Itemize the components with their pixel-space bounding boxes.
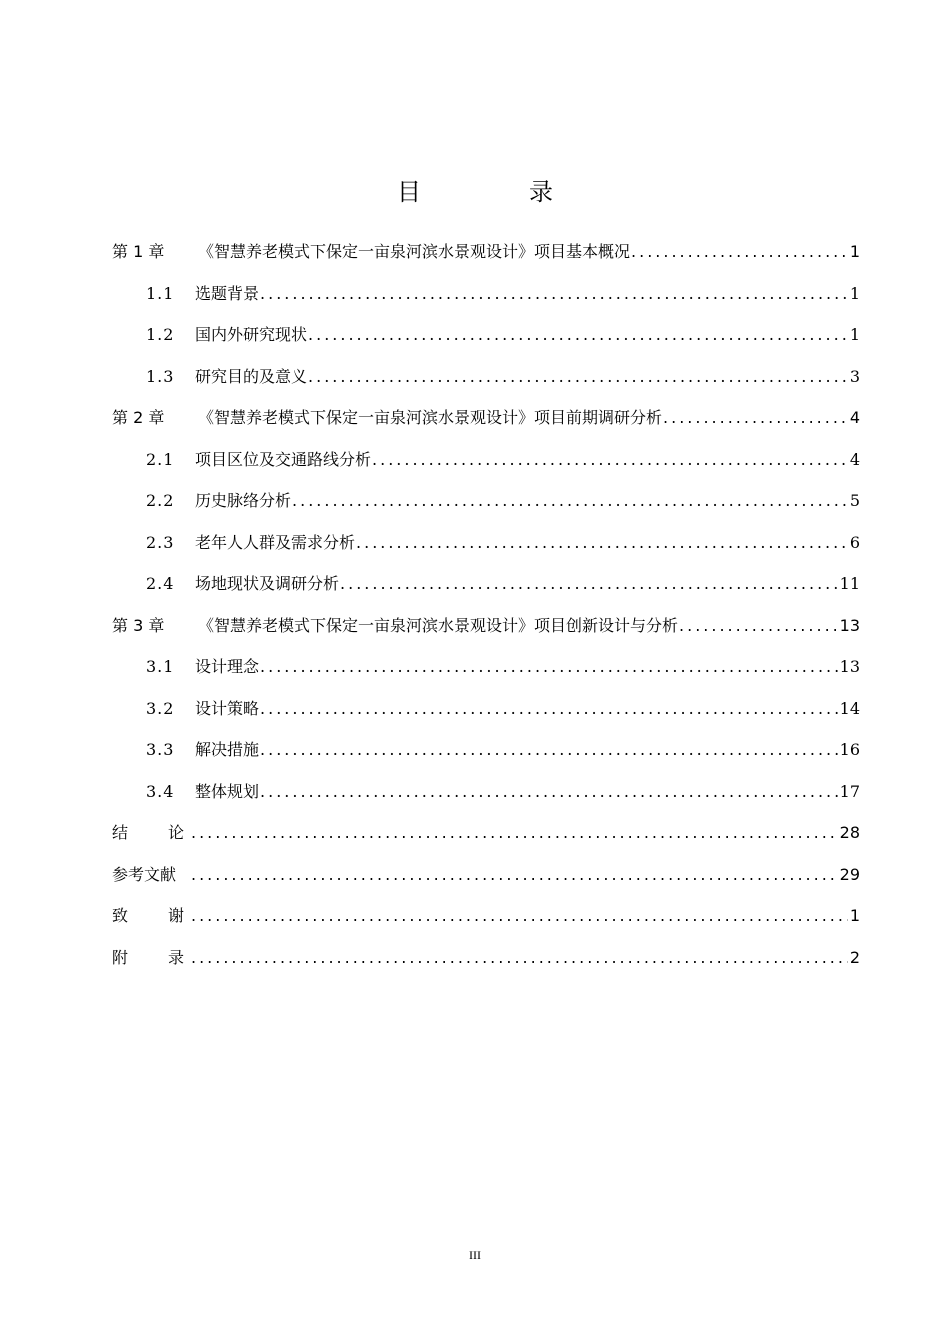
toc-entry-number: 3.2 xyxy=(146,698,175,718)
toc-entry-title: 研究目的及意义 xyxy=(195,366,308,386)
toc-entry-section[interactable] xyxy=(112,314,860,356)
toc-entry-section[interactable] xyxy=(112,563,860,605)
toc-entry-number: 1.2 xyxy=(146,325,175,344)
toc-entry-section[interactable] xyxy=(112,439,860,481)
toc-entry-page: 14 xyxy=(839,698,860,718)
toc-entry-title: 设计理念 xyxy=(195,657,260,676)
toc-entry-number: 2.1 xyxy=(146,449,175,469)
toc-entry-number: 3.3 xyxy=(146,740,175,759)
toc-entry-title: 历史脉络分析 xyxy=(195,491,292,510)
toc-entry-title: 《智慧养老模式下保定一亩泉河滨水景观设计》项目基本概况 xyxy=(198,242,631,261)
toc-entry-chapter[interactable] xyxy=(112,231,860,273)
dot-leader xyxy=(259,688,838,730)
toc-entry-title: 结论 xyxy=(112,823,225,842)
toc-entry-page: 1 xyxy=(849,242,860,261)
dot-leader xyxy=(259,273,848,315)
toc-entry-number: 2.4 xyxy=(146,574,175,593)
dot-leader xyxy=(307,356,848,398)
toc-entry-page: 1 xyxy=(849,906,860,925)
toc-entry-special[interactable] xyxy=(112,854,860,896)
toc-entry-title: 整体规划 xyxy=(195,781,260,801)
toc-entry-title: 选题背景 xyxy=(195,283,260,303)
dot-leader xyxy=(291,480,848,522)
dot-leader xyxy=(678,605,838,647)
toc-entry-page: 28 xyxy=(839,823,860,842)
dot-leader xyxy=(190,937,848,979)
dot-leader xyxy=(190,854,838,896)
dot-leader xyxy=(307,314,848,356)
dot-leader xyxy=(339,563,838,605)
toc-entry-section[interactable] xyxy=(112,771,860,813)
toc-entry-section[interactable] xyxy=(112,522,860,564)
toc-entry-title: 参考文献 xyxy=(112,864,177,884)
toc-entry-title: 致谢 xyxy=(112,906,225,925)
dot-leader xyxy=(662,397,848,439)
toc-entry-number: 第 2 章 xyxy=(112,408,165,427)
toc-entry-title: 《智慧养老模式下保定一亩泉河滨水景观设计》项目创新设计与分析 xyxy=(198,615,679,635)
toc-entry-title: 解决措施 xyxy=(195,740,260,759)
toc-entry-page: 4 xyxy=(849,408,860,427)
toc-entry-section[interactable] xyxy=(112,688,860,730)
dot-leader xyxy=(190,895,848,937)
toc-entry-number: 3.1 xyxy=(146,657,175,676)
toc-title: 目 录 xyxy=(397,178,595,206)
toc-entry-chapter[interactable] xyxy=(112,397,860,439)
toc-entry-page: 16 xyxy=(839,740,860,759)
toc-entry-page: 17 xyxy=(839,781,860,801)
toc-entry-section[interactable] xyxy=(112,356,860,398)
toc-entry-title: 国内外研究现状 xyxy=(195,325,308,344)
toc-entry-number: 2.2 xyxy=(146,491,175,510)
toc-entry-page: 3 xyxy=(849,366,860,386)
toc-entry-number: 2.3 xyxy=(146,532,175,552)
toc-entry-page: 6 xyxy=(849,532,860,552)
toc-entry-page: 1 xyxy=(849,283,860,303)
toc-entry-page: 13 xyxy=(839,657,860,676)
toc-entry-page: 5 xyxy=(849,491,860,510)
table-of-contents xyxy=(112,231,860,978)
toc-entry-page: 13 xyxy=(839,615,860,635)
toc-entry-title: 设计策略 xyxy=(195,698,260,718)
toc-entry-section[interactable] xyxy=(112,646,860,688)
dot-leader xyxy=(190,812,838,854)
toc-entry-section[interactable] xyxy=(112,480,860,522)
toc-entry-title: 老年人人群及需求分析 xyxy=(195,532,356,552)
toc-entry-number: 3.4 xyxy=(146,781,175,801)
page-number: III xyxy=(469,1248,481,1262)
dot-leader xyxy=(259,646,838,688)
toc-entry-page: 2 xyxy=(849,947,860,967)
dot-leader xyxy=(259,771,838,813)
toc-entry-page: 11 xyxy=(839,574,860,593)
toc-entry-page: 1 xyxy=(849,325,860,344)
toc-entry-page: 29 xyxy=(839,864,860,884)
toc-entry-section[interactable] xyxy=(112,273,860,315)
toc-entry-special[interactable] xyxy=(112,812,860,854)
toc-entry-title: 项目区位及交通路线分析 xyxy=(195,449,372,469)
toc-entry-chapter[interactable] xyxy=(112,605,860,647)
toc-entry-section[interactable] xyxy=(112,729,860,771)
dot-leader xyxy=(259,729,838,771)
toc-entry-number: 第 3 章 xyxy=(112,615,165,635)
toc-entry-number: 1.3 xyxy=(146,366,175,386)
toc-entry-number: 1.1 xyxy=(146,283,175,303)
toc-entry-title: 场地现状及调研分析 xyxy=(195,574,340,593)
dot-leader xyxy=(355,522,848,564)
toc-entry-page: 4 xyxy=(849,449,860,469)
dot-leader xyxy=(371,439,848,481)
toc-entry-special[interactable] xyxy=(112,937,860,979)
toc-entry-number: 第 1 章 xyxy=(112,242,165,261)
toc-entry-special[interactable] xyxy=(112,895,860,937)
toc-entry-title: 《智慧养老模式下保定一亩泉河滨水景观设计》项目前期调研分析 xyxy=(198,408,663,427)
toc-entry-title: 附录 xyxy=(112,947,225,967)
dot-leader xyxy=(630,231,848,273)
